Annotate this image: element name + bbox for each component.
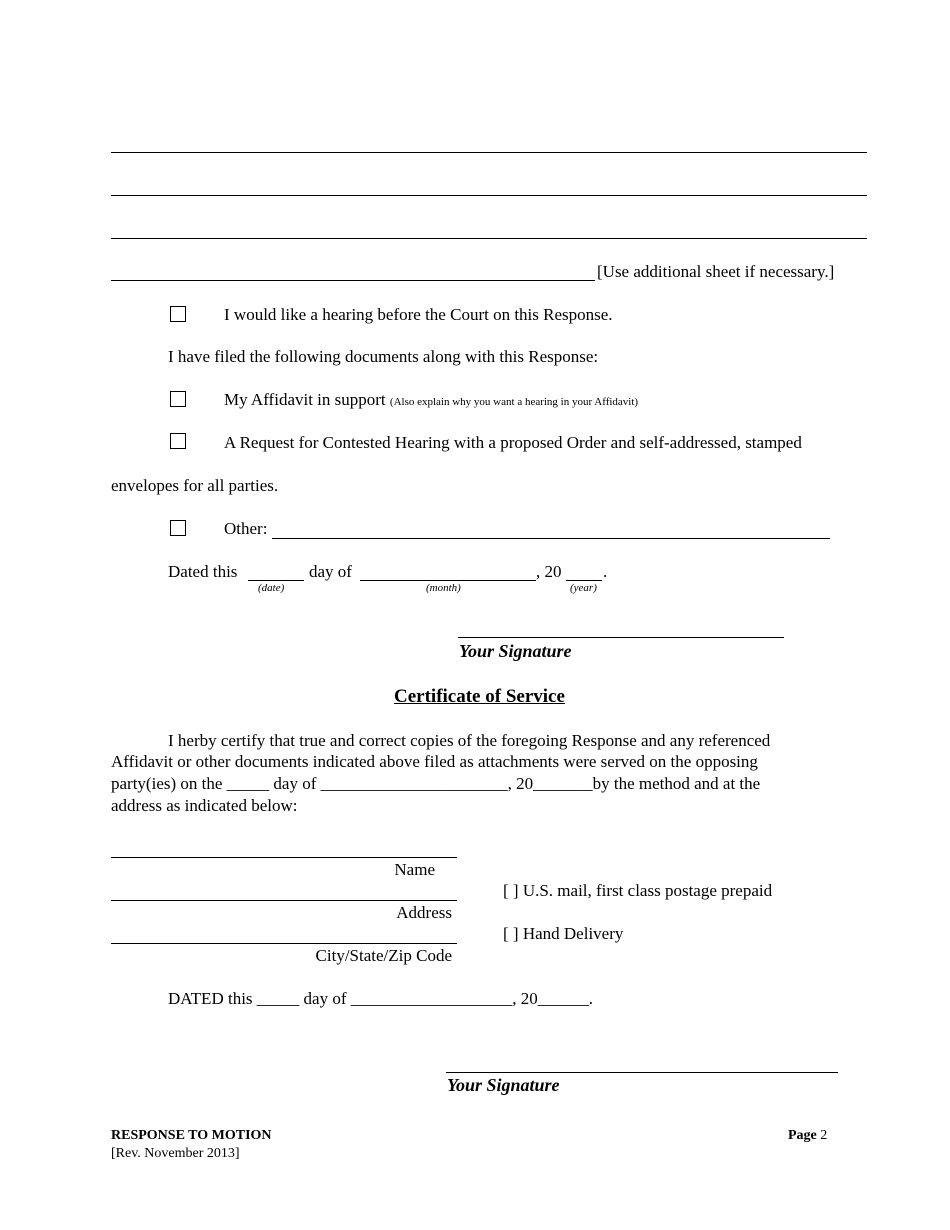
month-hint: (month) <box>426 582 461 594</box>
dated-day-field[interactable] <box>248 580 304 581</box>
certificate-title: Certificate of Service <box>394 686 565 707</box>
dated-period: . <box>603 562 608 581</box>
hand-delivery-option[interactable]: [ ] Hand Delivery <box>503 924 624 943</box>
response-line-3[interactable] <box>111 238 867 239</box>
city-state-zip-label: City/State/Zip Code <box>315 946 452 965</box>
dated-year-field[interactable] <box>566 580 602 581</box>
affidavit-label: My Affidavit in support <box>224 390 386 409</box>
page-label: Page <box>788 1128 817 1143</box>
other-checkbox[interactable] <box>170 520 186 536</box>
dated-twenty: , 20 <box>536 562 562 581</box>
page-indicator <box>788 1128 827 1144</box>
contested-hearing-label-continued: envelopes for all parties. <box>111 476 279 495</box>
affidavit-checkbox[interactable] <box>170 391 186 407</box>
name-label: Name <box>394 860 435 879</box>
contested-hearing-label: A Request for Contested Hearing with a proposed Order and self-addressed, stamped <box>224 433 802 452</box>
dated-prefix: Dated this <box>168 562 238 581</box>
certificate-line-2: Affidavit or other documents indicated above filed as attachments were served on the opposing <box>111 752 758 771</box>
filed-documents-intro: I have filed the following documents along with this Response: <box>168 347 599 366</box>
affidavit-note: (Also explain why you want a hearing in your Affidavit) <box>389 396 639 408</box>
signature-line-1[interactable] <box>458 637 784 638</box>
contested-hearing-checkbox[interactable] <box>170 433 186 449</box>
address-field[interactable] <box>111 900 457 901</box>
us-mail-option[interactable]: [ ] U.S. mail, first class postage prepaid <box>503 881 773 900</box>
signature-line-2[interactable] <box>446 1072 838 1073</box>
certificate-line-3: party(ies) on the _____ day of ______________________, 20_______by the method and at the <box>111 774 761 793</box>
other-input-line[interactable] <box>272 538 830 539</box>
additional-sheet-note: [Use additional sheet if necessary.] <box>597 262 835 281</box>
page-number: 2 <box>820 1128 828 1143</box>
footer-title: RESPONSE TO MOTION <box>111 1128 272 1143</box>
response-line-1[interactable] <box>111 152 867 153</box>
dated-day-of: day of <box>309 562 352 581</box>
name-field[interactable] <box>111 857 457 858</box>
address-label: Address <box>396 903 452 922</box>
date-hint: (date) <box>258 582 285 594</box>
other-label: Other: <box>224 519 268 538</box>
dated-month-field[interactable] <box>360 580 536 581</box>
response-line-2[interactable] <box>111 195 867 196</box>
hearing-checkbox[interactable] <box>170 306 186 322</box>
signature-label-2: Your Signature <box>447 1075 560 1095</box>
dated-service-line: DATED this _____ day of ___________________, 20______. <box>168 989 593 1008</box>
footer-revision: [Rev. November 2013] <box>111 1146 240 1161</box>
certificate-line-1: I herby certify that true and correct copies of the foregoing Response and any referenced <box>168 731 771 750</box>
city-state-zip-field[interactable] <box>111 943 457 944</box>
affidavit-option <box>224 390 638 410</box>
certificate-line-4: address as indicated below: <box>111 796 298 815</box>
year-hint: (year) <box>570 582 597 594</box>
hearing-label: I would like a hearing before the Court on this Response. <box>224 305 613 324</box>
response-line-4[interactable] <box>111 280 595 281</box>
signature-label-1: Your Signature <box>459 641 572 661</box>
